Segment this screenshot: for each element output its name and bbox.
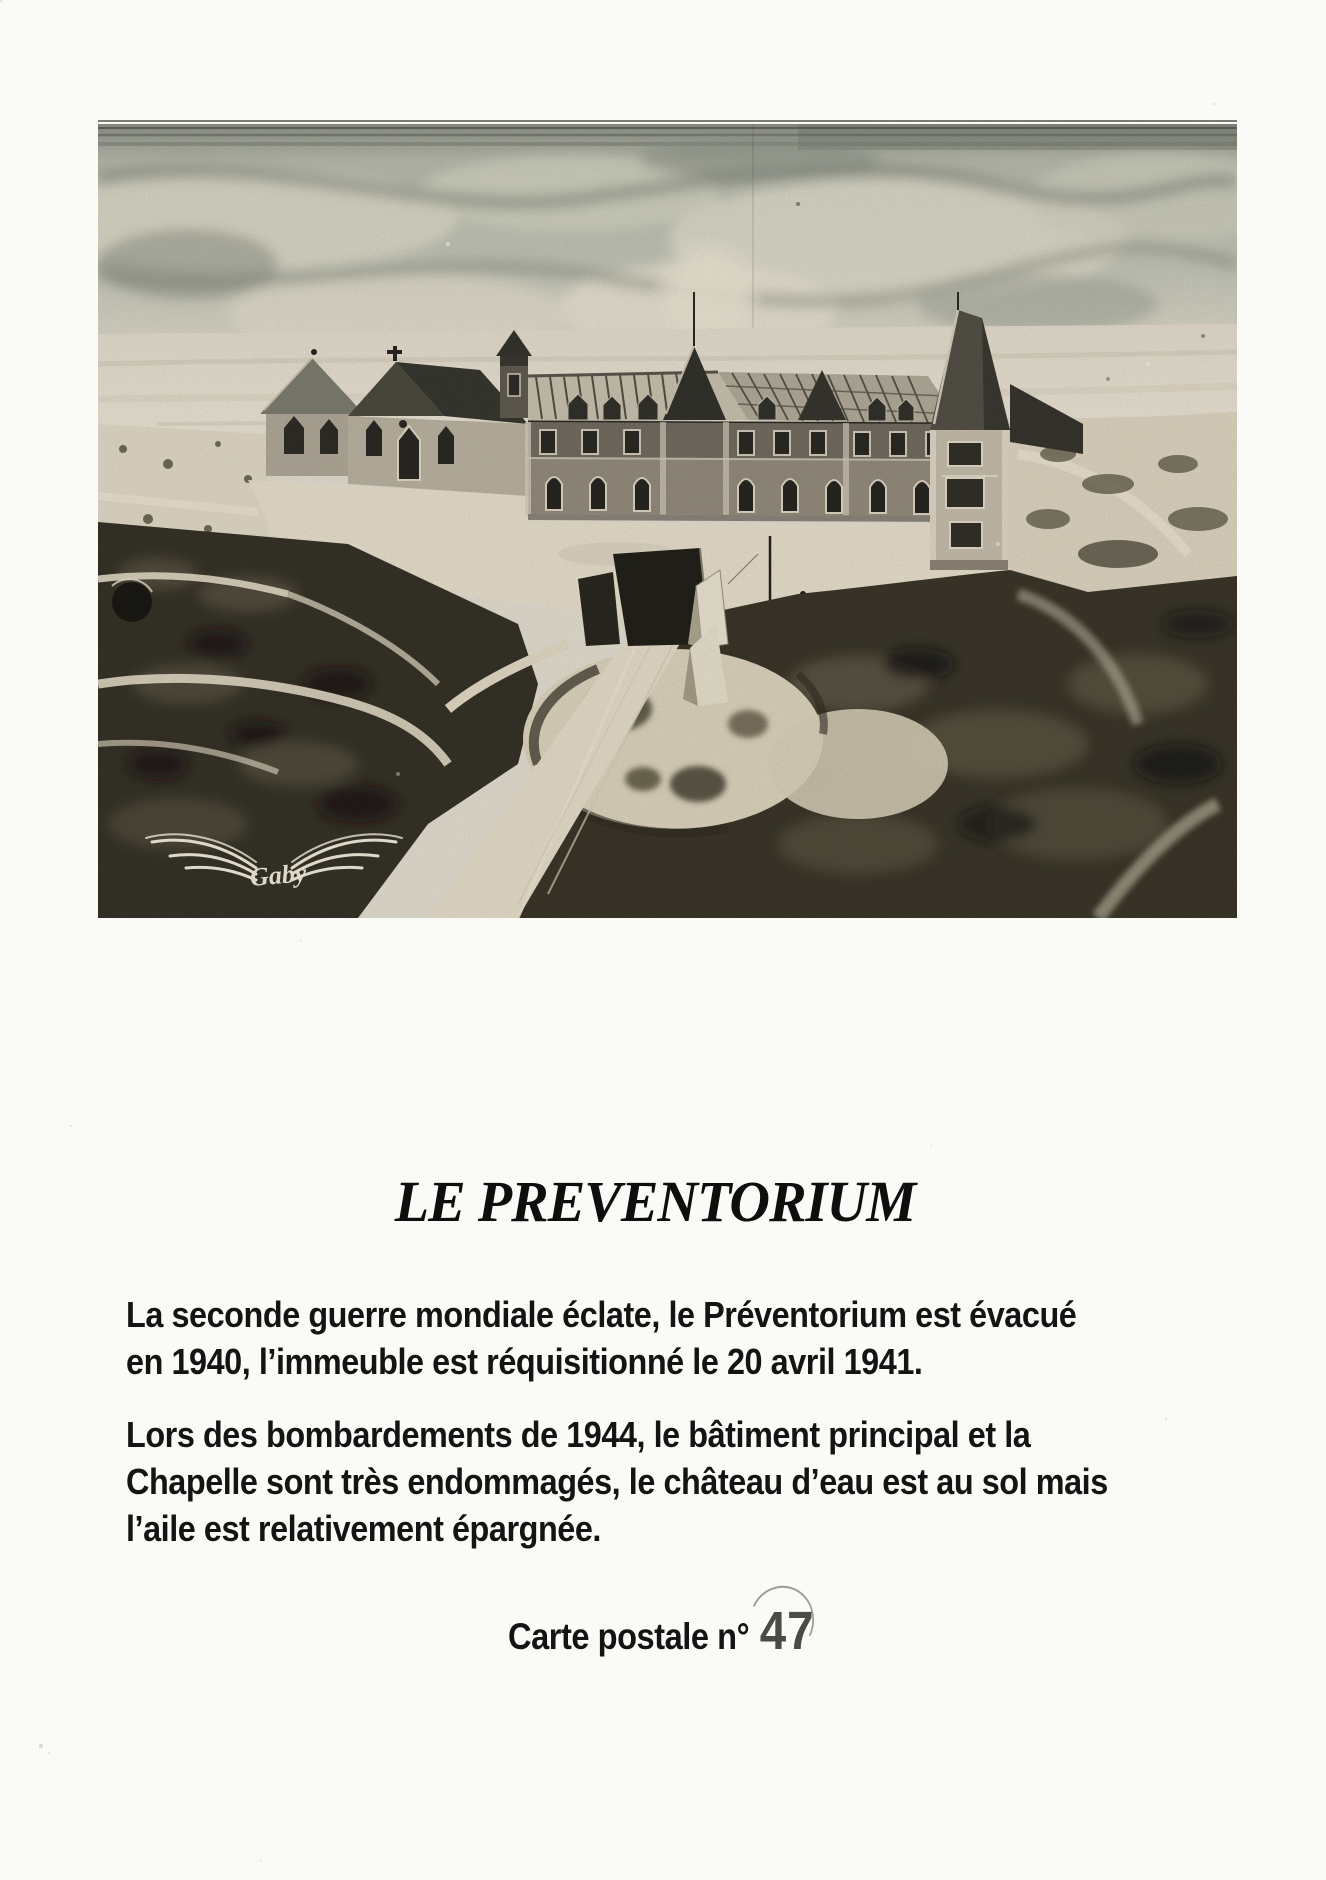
photo-top-edge xyxy=(98,120,1237,122)
paragraph-1-line-1: La seconde guerre mondiale éclate, le Préventorium est évacué xyxy=(126,1294,1077,1335)
postcard-number xyxy=(759,1601,815,1661)
paragraph-1 xyxy=(126,1291,1251,1385)
paragraph-2-line-1: Lors des bombardements de 1944, le bâtiment principal et la xyxy=(126,1414,1031,1455)
photo-artifacts xyxy=(98,124,1237,918)
page-title: LE PREVENTORIUM xyxy=(394,1168,916,1234)
postcard-number-value: 47 xyxy=(759,1601,815,1661)
scan-speckles xyxy=(0,0,2,2)
paragraph-2-line-3: l’aile est relativement épargnée. xyxy=(126,1508,601,1549)
caption-label: Carte postale n° xyxy=(508,1616,750,1657)
postcard-photo-art xyxy=(98,124,1237,918)
paragraph-2 xyxy=(126,1411,1251,1552)
gaby-logo-text: Gaby xyxy=(248,858,308,893)
postcard-photo xyxy=(98,124,1237,918)
postcard-caption xyxy=(508,1601,815,1661)
paragraph-2-line-2: Chapelle sont très endommagés, le château d’eau est au sol mais xyxy=(126,1461,1108,1502)
paragraph-1-line-2: en 1940, l’immeuble est réquisitionné le 20 avril 1941. xyxy=(126,1341,923,1382)
